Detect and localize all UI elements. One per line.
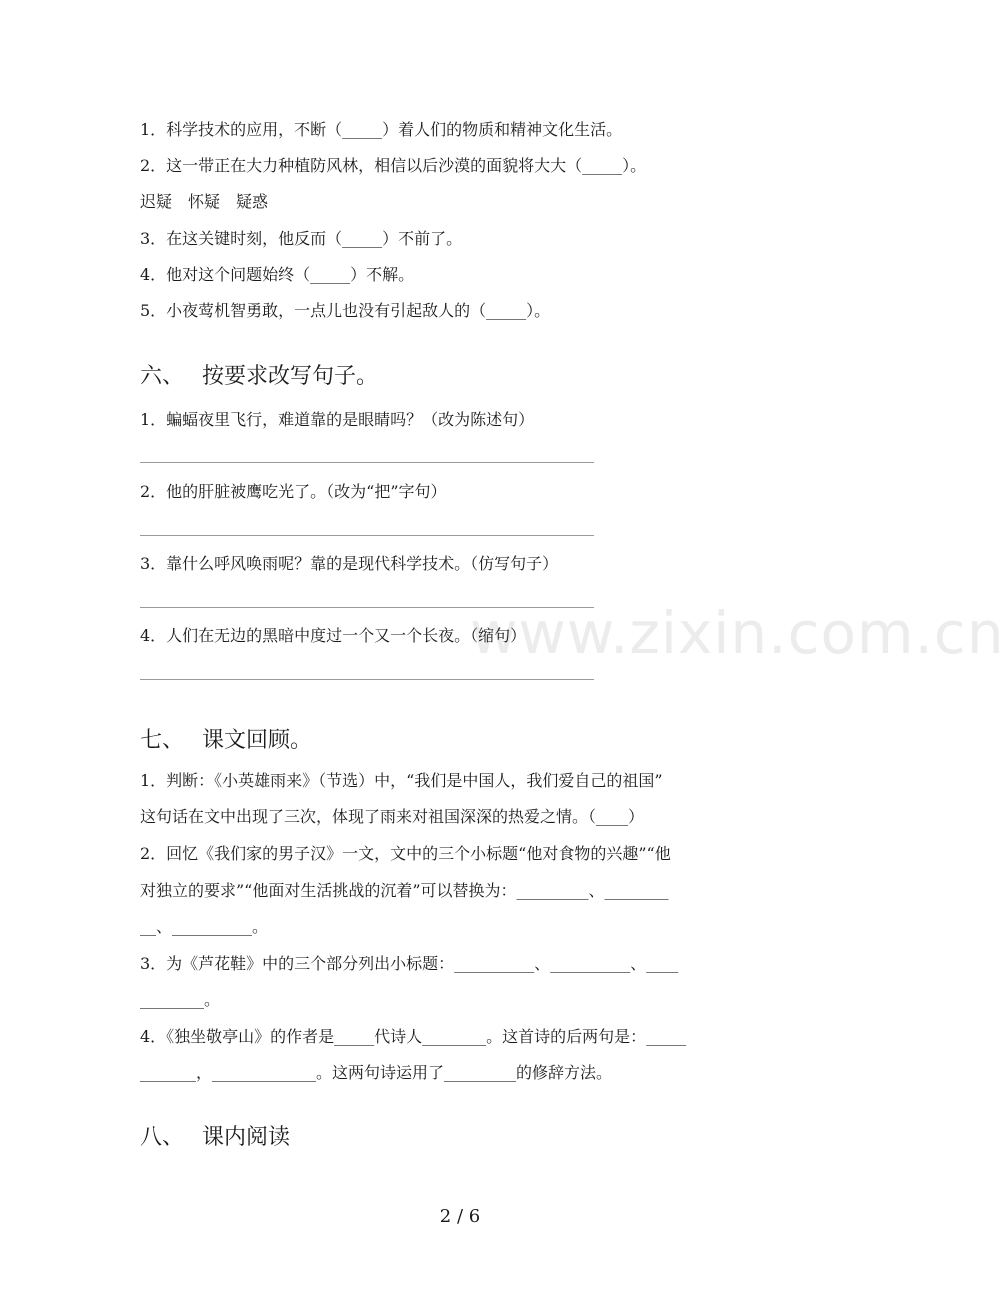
page-number: 2 / 6 [439, 1206, 481, 1227]
review-question-4-line-1: 4．《独坐敬亭山》的作者是_____代诗人________。这首诗的后两句是：_____ [140, 1027, 687, 1046]
review-question-1-line-2: 这句话在文中出现了三次，体现了雨来对祖国深深的热爱之情。（____） [140, 807, 645, 826]
answer-line-3[interactable] [140, 607, 594, 608]
answer-line-4[interactable] [140, 679, 594, 680]
watermark: www.zixin.com.cn [470, 599, 1005, 667]
section-8-number: 八、 [140, 1125, 185, 1150]
section-6-heading [140, 363, 378, 391]
review-question-4-line-2: _______，_____________。这两句诗运用了_________的修辞方法。 [140, 1063, 613, 1082]
section-8-title: 课内阅读 [202, 1125, 291, 1150]
review-question-1-line-1: 1．判断：《小英雄雨来》（节选）中，“我们是中国人，我们爱自己的祖国” [140, 771, 663, 790]
section-6-title: 按要求改写句子。 [202, 364, 379, 389]
rewrite-question-2: 2．他的肝脏被鹰吃光了。（改为“把”字句） [140, 482, 447, 501]
answer-line-1[interactable] [140, 462, 594, 463]
section-7-number: 七、 [140, 728, 185, 753]
review-question-3-line-1: 3．为《芦花鞋》中的三个部分列出小标题：__________、__________、____ [140, 954, 679, 973]
fill-in-item-4: 4．他对这个问题始终（_____）不解。 [140, 265, 415, 284]
rewrite-question-1: 1．蝙蝠夜里飞行，难道靠的是眼睛吗？（改为陈述句） [140, 410, 535, 429]
review-question-2-line-1: 2．回忆《我们家的男子汉》一文，文中的三个小标题“他对食物的兴趣”“他 [140, 844, 671, 863]
review-question-3-line-2: ________。 [140, 990, 221, 1009]
fill-in-item-3: 3．在这关键时刻，他反而（_____）不前了。 [140, 229, 463, 248]
rewrite-question-3: 3．靠什么呼风唤雨呢？靠的是现代科学技术。（仿写句子） [140, 554, 559, 573]
section-7-title: 课文回顾。 [202, 728, 313, 753]
fill-in-item-5: 5．小夜莺机智勇敢，一点儿也没有引起敌人的（_____）。 [140, 301, 551, 320]
fill-in-item-1: 1．科学技术的应用，不断（_____）着人们的物质和精神文化生活。 [140, 120, 623, 139]
fill-in-item-2: 2．这一带正在大力种植防风林，相信以后沙漠的面貌将大大（_____）。 [140, 156, 647, 175]
answer-line-2[interactable] [140, 535, 594, 536]
word-options: 迟疑 怀疑 疑惑 [140, 192, 269, 211]
section-8-heading [140, 1124, 290, 1152]
review-question-2-line-2: 对独立的要求”“他面对生活挑战的沉着”可以替换为：_________、________ [140, 881, 669, 900]
review-question-2-line-3: __、__________。 [140, 917, 269, 936]
section-6-number: 六、 [140, 364, 185, 389]
section-7-heading [140, 727, 312, 755]
rewrite-question-4: 4．人们在无边的黑暗中度过一个又一个长夜。（缩句） [140, 626, 527, 645]
